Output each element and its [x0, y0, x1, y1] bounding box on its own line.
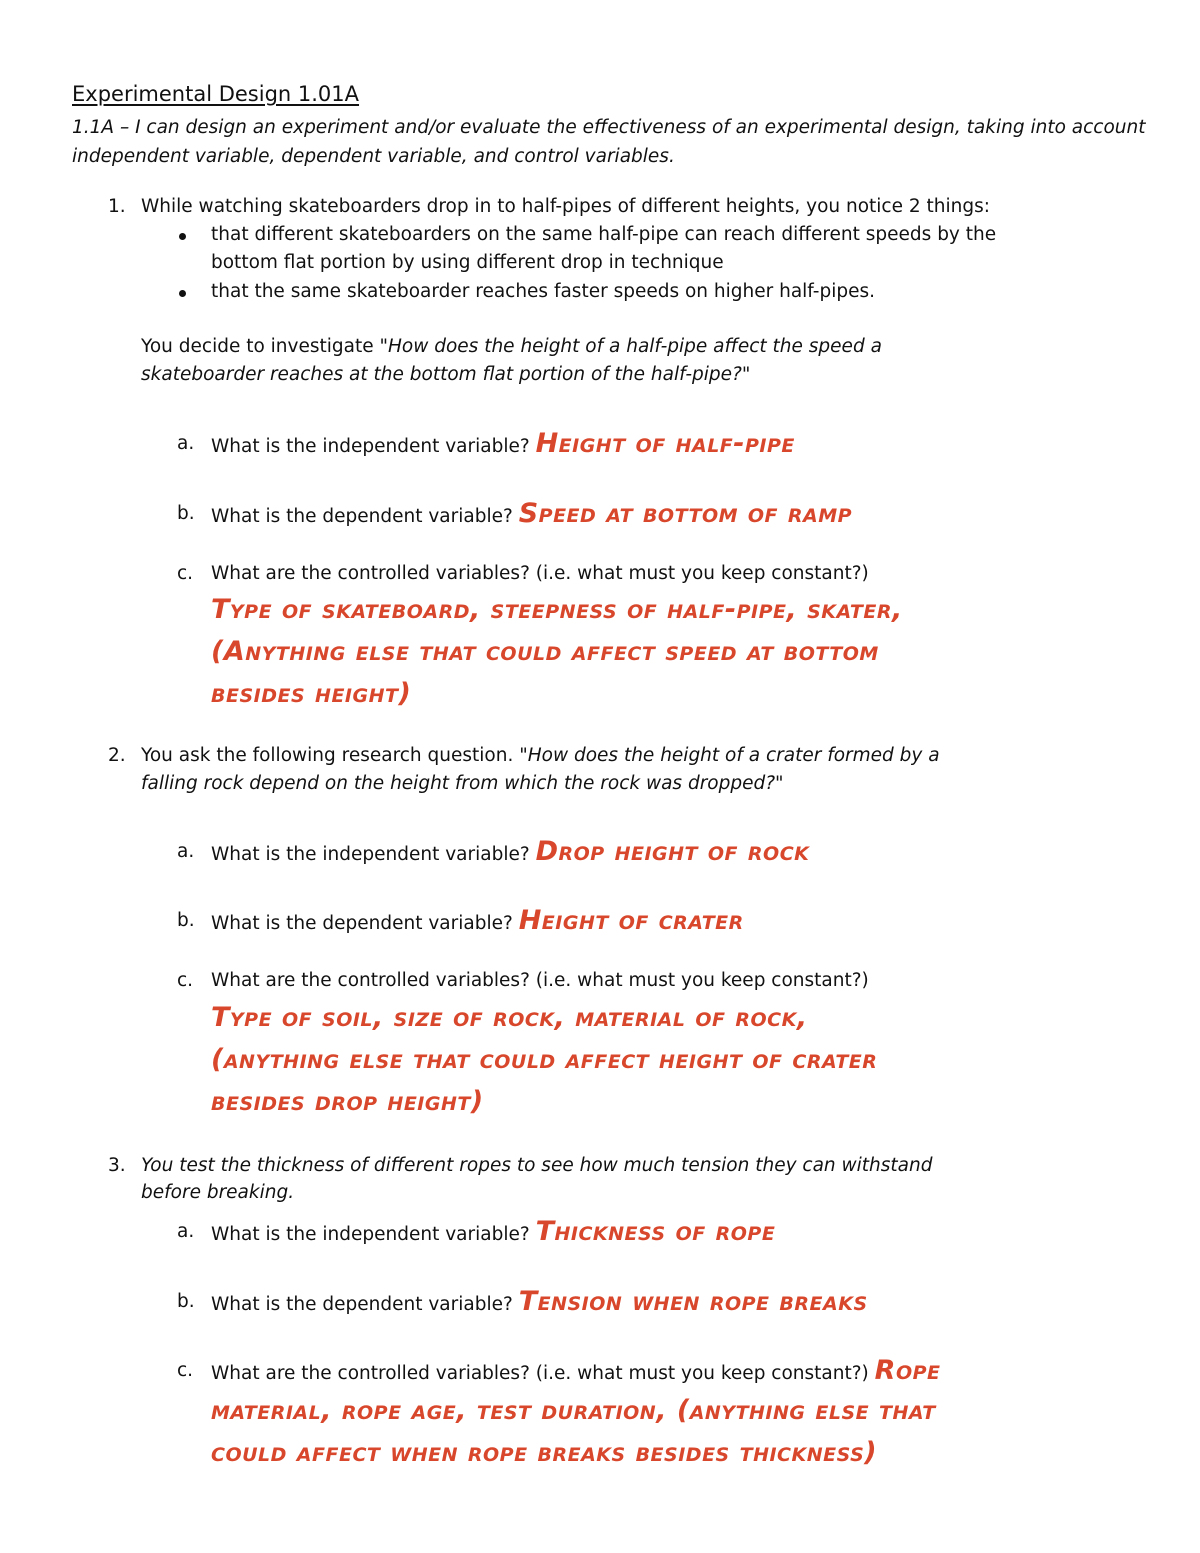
- q1-bullet-2: that the same skateboarder reaches faster speeds on higher half-pipes.: [211, 281, 876, 302]
- q1-number: 1.: [108, 196, 126, 217]
- q3-b-row: [211, 1288, 868, 1319]
- q1-c-label: c.: [177, 563, 194, 584]
- q2-b-question: What is the dependent variable?: [211, 913, 513, 934]
- q2-c-label: c.: [177, 970, 194, 991]
- q3-c-question: What are the controlled variables? (i.e. what must you keep constant?): [211, 1363, 869, 1384]
- q1-intro: While watching skateboarders drop in to half-pipes of different heights, you notice 2 things:: [141, 196, 990, 217]
- q1-a-question: What is the independent variable?: [211, 436, 530, 457]
- q1-investigate-line2: skateboarder reaches at the bottom flat portion of the half-pipe?": [141, 364, 751, 385]
- q3-b-label: b.: [177, 1291, 195, 1312]
- q3-c-label: c.: [177, 1360, 194, 1381]
- q3-a-row: [211, 1218, 775, 1249]
- q1-investigate-question: How does the height of a half-pipe affect the speed a: [388, 336, 882, 357]
- q3-line2: before breaking.: [141, 1182, 295, 1203]
- q2-a-label: a.: [177, 841, 195, 862]
- page-title: Experimental Design 1.01A: [72, 82, 360, 106]
- q1-a-answer: Height of half-pipe: [535, 428, 795, 459]
- q1-b-question: What is the dependent variable?: [211, 506, 513, 527]
- q3-c-answer-2: material, rope age, test duration, (anything else that: [211, 1395, 936, 1426]
- q3-a-label: a.: [177, 1221, 195, 1242]
- q1-a-row: [211, 430, 795, 461]
- q2-number: 2.: [108, 745, 126, 766]
- q2-c-question: What are the controlled variables? (i.e. what must you keep constant?): [211, 970, 869, 991]
- q3-number: 3.: [108, 1155, 126, 1176]
- q1-a-label: a.: [177, 433, 195, 454]
- q2-c-answer-1: Type of soil, size of rock, material of rock,: [211, 1002, 808, 1033]
- q2-b-label: b.: [177, 910, 195, 931]
- q3-b-answer: Tension when rope breaks: [518, 1286, 868, 1317]
- q1-b-row: [211, 500, 852, 531]
- q1-b-answer: Speed at bottom of ramp: [518, 498, 853, 529]
- q1-investigate-prefix: You decide to investigate ": [141, 336, 388, 357]
- q2-a-answer: Drop height of rock: [535, 836, 810, 867]
- q2-a-row: [211, 838, 809, 869]
- q2-question: How does the height of a crater formed by a: [527, 745, 940, 766]
- q2-line1: [141, 742, 940, 770]
- q3-c-answer-3: could affect when rope breaks besides thickness): [211, 1437, 878, 1468]
- q1-investigate-line1: [141, 333, 882, 361]
- q3-c-answer-1: Rope: [874, 1355, 941, 1386]
- q3-c-row: [211, 1357, 941, 1388]
- q1-bullet-1: that different skateboarders on the same half-pipe can reach different speeds by the: [211, 224, 997, 245]
- q1-c-answer-1: Type of skateboard, steepness of half-pipe, skater,: [211, 594, 903, 625]
- q3-b-question: What is the dependent variable?: [211, 1294, 513, 1315]
- q2-b-answer: Height of crater: [518, 905, 744, 936]
- q2-c-answer-3: besides drop height): [211, 1086, 484, 1117]
- q2-line2: falling rock depend on the height from which the rock was dropped?": [141, 773, 784, 794]
- q2-b-row: [211, 907, 744, 938]
- q2-prefix: You ask the following research question. ": [141, 745, 528, 766]
- q1-b-label: b.: [177, 503, 195, 524]
- bullet-dot: [179, 290, 186, 297]
- q1-c-question: What are the controlled variables? (i.e. what must you keep constant?): [211, 563, 869, 584]
- q2-c-answer-2: (anything else that could affect height of crater: [211, 1044, 878, 1075]
- learning-objective: 1.1A – I can design an experiment and/or evaluate the effectiveness of an experimental design, taking into account independent variable, dependent variable, and control variables.: [72, 117, 1146, 167]
- bullet-dot: [179, 233, 186, 240]
- q2-a-question: What is the independent variable?: [211, 844, 530, 865]
- q1-bullet-1-cont: bottom flat portion by using different drop in technique: [211, 252, 724, 273]
- q1-c-answer-3: besides height): [211, 678, 412, 709]
- q3-a-answer: Thickness of rope: [535, 1216, 776, 1247]
- q3-a-question: What is the independent variable?: [211, 1224, 530, 1245]
- q1-c-answer-2: (Anything else that could affect speed at bottom: [211, 636, 879, 667]
- q3-line1: You test the thickness of different ropes to see how much tension they can withstand: [141, 1155, 933, 1176]
